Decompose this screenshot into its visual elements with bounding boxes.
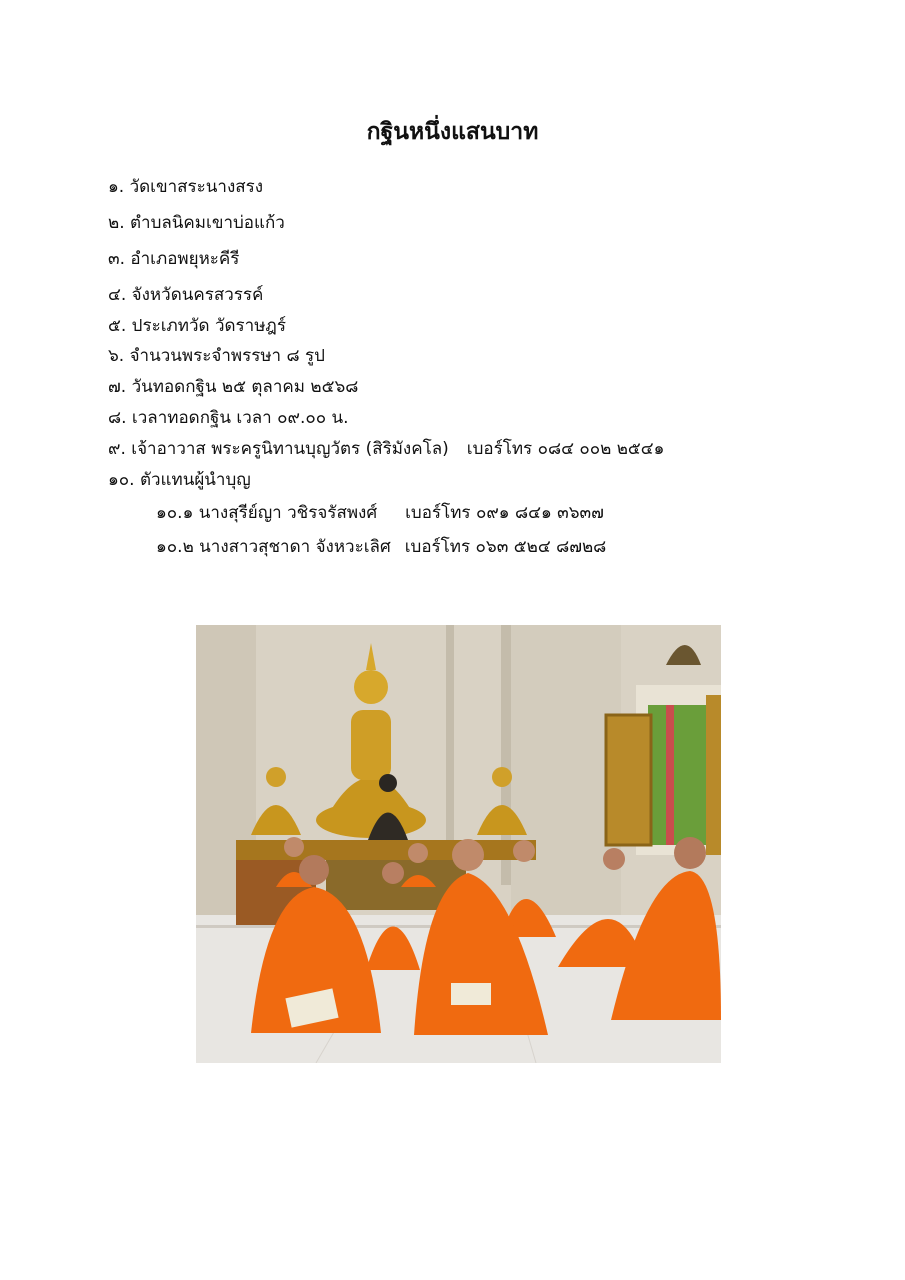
abbot-name: ๙. เจ้าอาวาส พระครูนิทานบุญวัตร (สิริมังคโล): [108, 439, 449, 459]
sub-item-representative-2: [156, 534, 606, 560]
list-item-temple: ๑. วัดเขาสระนางสรง: [108, 177, 264, 197]
abbot-phone: เบอร์โทร ๐๘๔ ๐๐๒ ๒๕๔๑: [466, 439, 665, 459]
list-item-time: ๘. เวลาทอดกฐิน เวลา ๐๙.๐๐ น.: [108, 408, 349, 428]
representative-1-phone: เบอร์โทร ๐๙๑ ๘๔๑ ๓๖๓๗: [405, 503, 604, 523]
list-item-abbot: [108, 436, 664, 462]
list-item-monk-count: ๖. จำนวนพระจำพรรษา ๘ รูป: [108, 346, 325, 366]
sub-item-representative-1: [156, 500, 604, 526]
representative-1-name: ๑๐.๑ นางสุรีย์ญา วชิรจรัสพงศ์: [156, 503, 378, 523]
list-item-subdistrict: ๒. ตำบลนิคมเขาบ่อแก้ว: [108, 213, 285, 233]
list-item-temple-type: ๕. ประเภทวัด วัดราษฎร์: [108, 316, 286, 336]
monks-photo-illustration: [196, 625, 721, 1063]
document-title: กฐินหนึ่งแสนบาท: [366, 119, 539, 145]
monks-photo: [196, 625, 721, 1063]
list-item-representatives: ๑๐. ตัวแทนผู้นำบุญ: [108, 470, 251, 490]
list-item-district: ๓. อำเภอพยุหะคีรี: [108, 249, 240, 269]
list-item-date: ๗. วันทอดกฐิน ๒๕ ตุลาคม ๒๕๖๘: [108, 377, 359, 397]
representative-2-name: ๑๐.๒ นางสาวสุชาดา จังหวะเลิศ: [156, 537, 391, 557]
representative-2-phone: เบอร์โทร ๐๖๓ ๕๒๔ ๘๗๒๘: [404, 537, 607, 557]
list-item-province: ๔. จังหวัดนครสวรรค์: [108, 285, 264, 305]
